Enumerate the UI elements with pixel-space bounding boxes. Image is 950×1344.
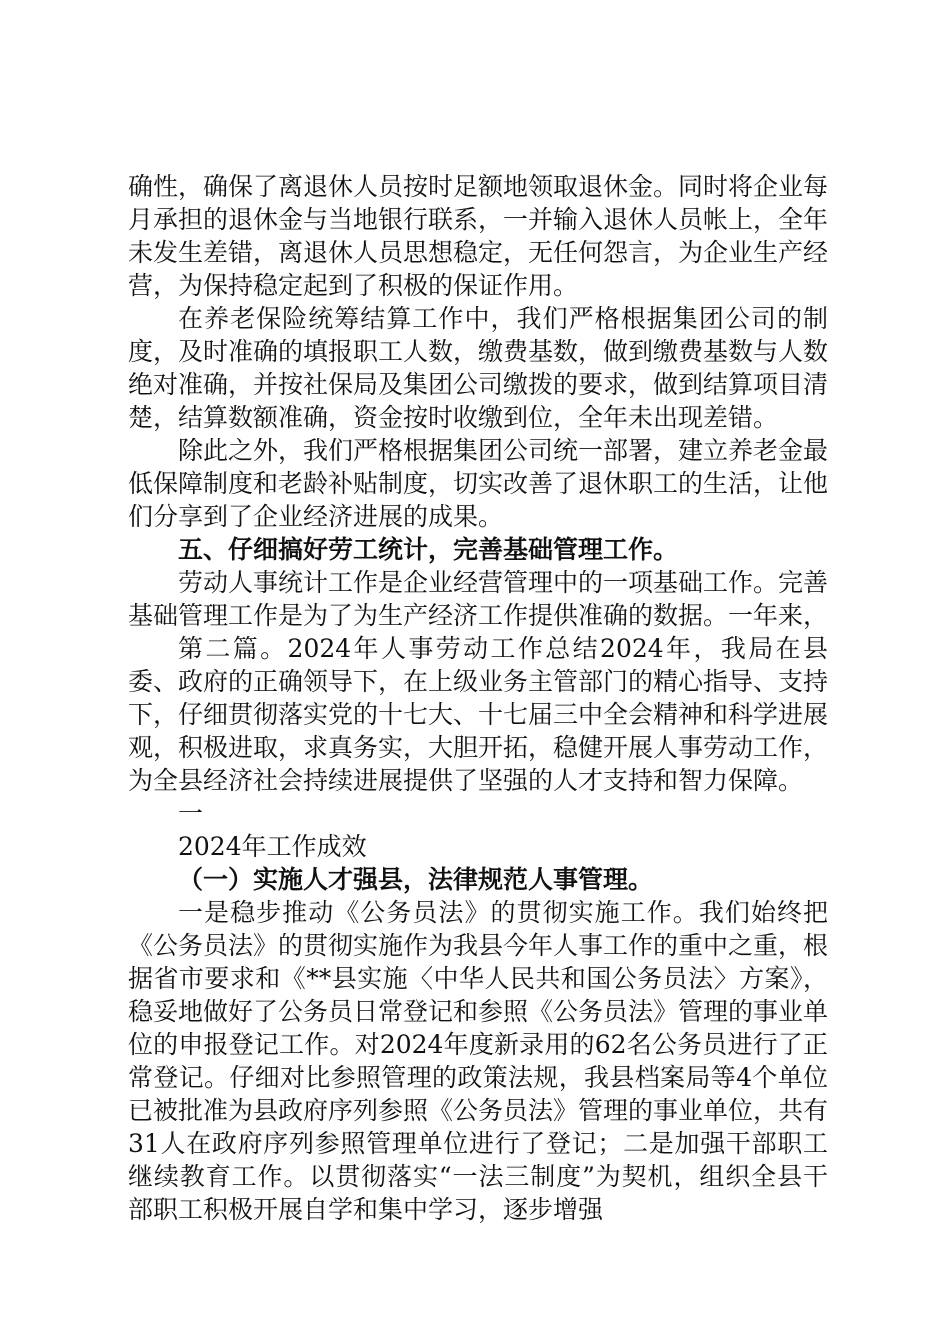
paragraph-pension-settlement: 在养老保险统筹结算工作中，我们严格根据集团公司的制度，及时准确的填报职工人数，缴费基数，做到缴费基数与人数绝对准确，并按社保局及集团公司缴拨的要求，做到结算项目清楚，结算数额准确，资金按时收缴到位，全年未出现差错。 (128, 304, 829, 432)
section-title-achievements: 2024年工作成效 (178, 832, 367, 861)
section-heading-labor-statistics: 五、仔细搞好劳工统计，完善基础管理工作。 (178, 535, 679, 564)
paragraph-labor-statistics: 劳动人事统计工作是企业经营管理中的一项基础工作。完善基础管理工作是为了为生产经济工作提供准确的数据。一年来， (128, 568, 829, 630)
paragraph-retiree-pension: 确性，确保了离退休人员按时足额地领取退休金。同时将企业每月承担的退休金与当地银行联系，一并输入退休人员帐上，全年未发生差错，离退休人员思想稳定，无任何怨言，为企业生产经营，为保持稳定起到了积极的保证作用。 (128, 172, 829, 300)
document-body (128, 170, 828, 1226)
subsection-heading-talent: （一）实施人才强县，法律规范人事管理。 (178, 865, 654, 894)
paragraph-civil-servant-law: 一是稳步推动《公务员法》的贯彻实施工作。我们始终把《公务员法》的贯彻实施作为我县今年人事工作的重中之重，根据省市要求和《**县实施〈中华人民共和国公务员法〉方案》，稳妥地做好了公务员日常登记和参照《公务员法》管理的事业单位的申报登记工作。对2024年度新录用的62名公务员进行了正常登记。仔细对比参照管理的政策法规，我县档案局等4个单位已被批准为县政府序列参照《公务员法》管理的事业单位，共有31人在政府序列参照管理单位进行了登记；二是加强干部职工继续教育工作。以贯彻落实“一法三制度”为契机，组织全县干部职工积极开展自学和集中学习，逐步增强 (128, 898, 829, 1224)
paragraph-minimum-guarantee: 除此之外，我们严格根据集团公司统一部署，建立养老金最低保障制度和老龄补贴制度，切实改善了退休职工的生活，让他们分享到了企业经济进展的成果。 (128, 436, 829, 531)
section-number: 一 (178, 799, 204, 828)
paragraph-second-article-intro: 第二篇。2024年人事劳动工作总结2024年，我局在县委、政府的正确领导下，在上级业务主管部门的精心指导、支持下，仔细贯彻落实党的十七大、十七届三中全会精神和科学进展观，积极进取，求真务实，大胆开拓，稳健开展人事劳动工作，为全县经济社会持续进展提供了坚强的人才支持和智力保障。 (128, 634, 829, 795)
